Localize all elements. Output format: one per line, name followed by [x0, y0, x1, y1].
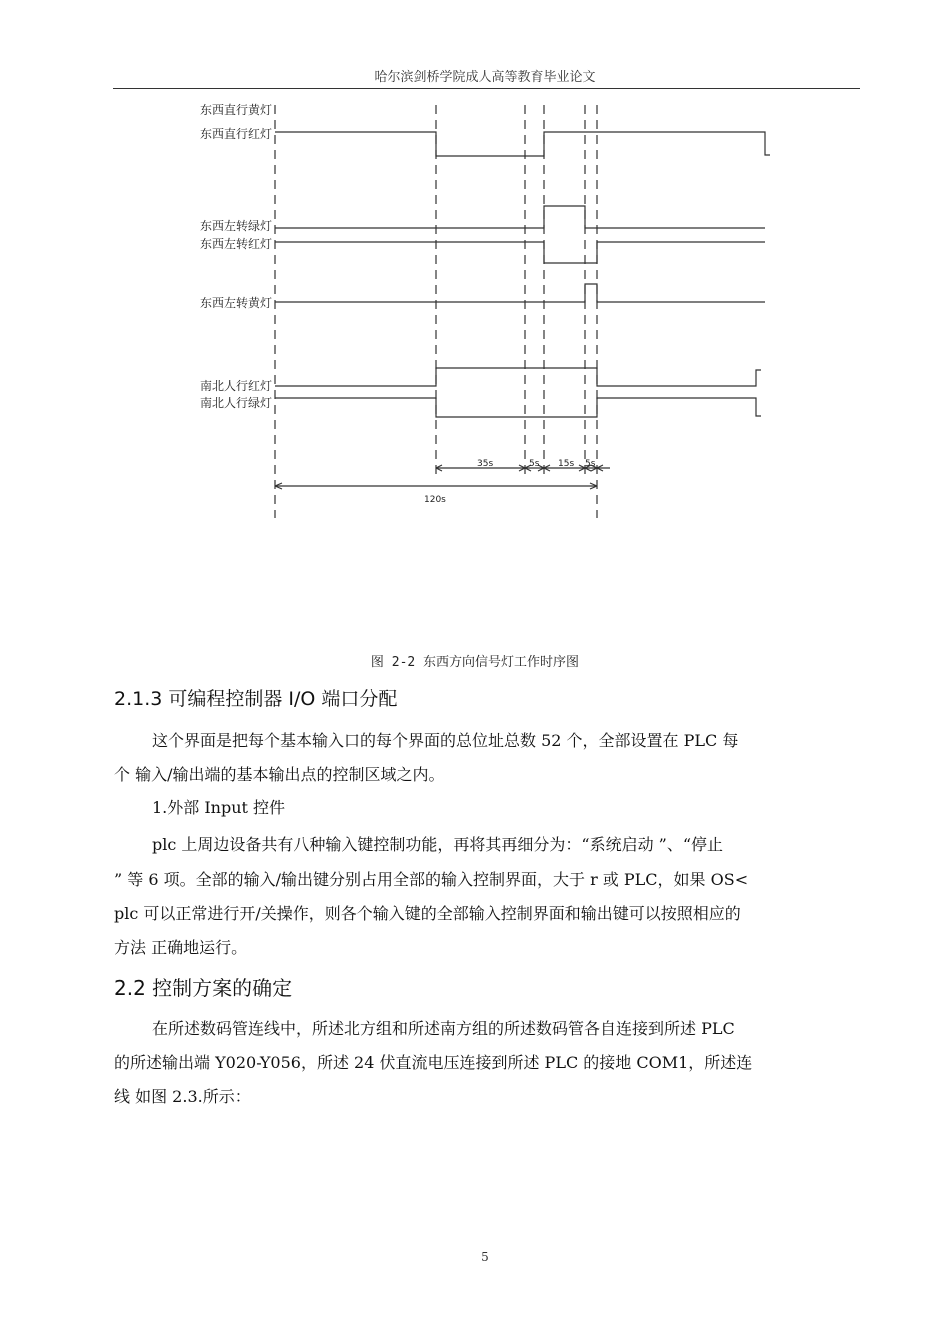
duration-label-15s: 15s — [558, 459, 575, 469]
paragraph-line: 的所述输出端 Y020-Y056，所述 24 伏直流电压连接到所述 PLC 的接地 COM1，所述连 — [114, 1053, 753, 1072]
paragraph-line: plc 可以正常进行开/关操作，则各个输入键的全部输入控制界面和输出键可以按照相应的 — [114, 904, 741, 923]
signal-label-ew-left-yellow: 东西左转黄灯 — [200, 296, 273, 310]
waveform-ns-ped-red — [275, 368, 761, 386]
timing-diagram-svg — [190, 100, 790, 530]
signal-label-ew-straight-red: 东西直行红灯 — [200, 127, 273, 141]
signal-label-ew-left-green: 东西左转绿灯 — [200, 219, 273, 233]
duration-label-5s-b: 5s — [585, 459, 596, 469]
section-heading-2-2: 2.2 控制方案的确定 — [114, 976, 293, 1000]
waveform-ew-left-red — [275, 242, 765, 263]
header-divider — [113, 88, 860, 89]
waveform-ew-straight-red — [275, 132, 770, 156]
paragraph-line: 这个界面是把每个基本输入口的每个界面的总位址总数 52 个，全部设置在 PLC 每 — [152, 731, 739, 750]
section-heading-2-1-3: 2.1.3 可编程控制器 I/O 端口分配 — [114, 688, 398, 710]
duration-label-5s-a: 5s — [529, 459, 540, 469]
waveform-ew-left-yellow — [275, 284, 765, 302]
paragraph-line: 方法 正确地运行。 — [114, 938, 248, 957]
waveform-ns-ped-green — [275, 398, 761, 417]
paragraph-line: 在所述数码管连线中，所述北方组和所述南方组的所述数码管各自连接到所述 PLC — [152, 1019, 735, 1038]
signal-label-ew-left-red: 东西左转红灯 — [200, 237, 273, 251]
duration-label-total: 120s — [424, 495, 446, 505]
duration-label-35s: 35s — [477, 459, 494, 469]
list-item: 1.外部 Input 控件 — [152, 798, 286, 817]
signal-label-ew-straight-yellow: 东西直行黄灯 — [200, 103, 273, 117]
page-number: 5 — [481, 1250, 489, 1264]
paragraph-line: 线 如图 2.3.所示： — [114, 1087, 251, 1106]
signal-label-ns-ped-red: 南北人行红灯 — [200, 379, 273, 393]
timing-diagram — [190, 100, 790, 530]
figure-caption: 图 2-2 东西方向信号灯工作时序图 — [370, 655, 580, 670]
signal-label-ns-ped-green: 南北人行绿灯 — [200, 396, 273, 410]
paragraph-line: 个 输入/输出端的基本输出点的控制区域之内。 — [114, 765, 445, 784]
page-header: 哈尔滨剑桥学院成人高等教育毕业论文 — [374, 70, 596, 85]
paragraph-line: plc 上周边设备共有八种输入键控制功能，再将其再细分为：“系统启动 ”、“停止 — [152, 835, 724, 854]
paragraph-line: ” 等 6 项。全部的输入/输出键分别占用全部的输入控制界面，大于 r 或 PLC，如果 OS< — [114, 870, 749, 889]
waveform-ew-left-green — [275, 206, 765, 228]
